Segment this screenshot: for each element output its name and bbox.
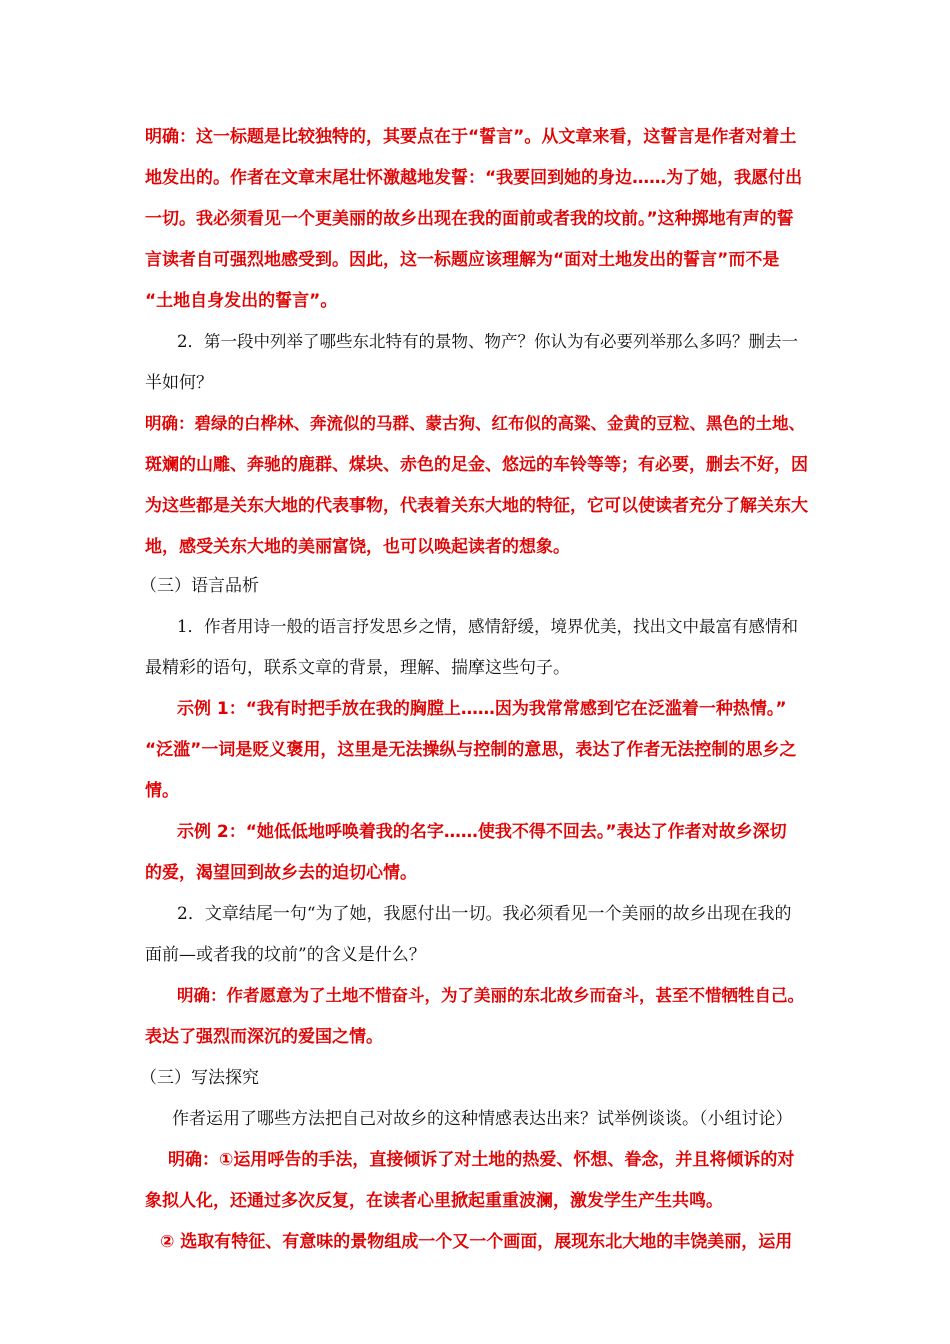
answer-line: ② 选取有特征、有意味的景物组成一个又一个画面，展现东北大地的丰饶美丽，运用 <box>160 1232 793 1252</box>
example-line: 示例 2：“她低低地呼唤着我的名字……使我不得不回去。”表达了作者对故乡深切 <box>177 822 787 842</box>
answer-line: 明确：作者愿意为了土地不惜奋斗，为了美丽的东北故乡而奋斗，甚至不惜牺牲自己。 <box>177 986 804 1005</box>
answer-line: 表达了强烈而深沉的爱国之情。 <box>145 1027 383 1047</box>
answer-line: 一切。我必须看见一个更美丽的故乡出现在我的面前或者我的坟前。”这种掷地有声的誓 <box>145 209 794 229</box>
section-heading: （三）写法探究 <box>140 1068 259 1088</box>
question-line: 2．第一段中列举了哪些东北特有的景物、物产？你认为有必要列举那么多吗？删去一 <box>177 332 798 351</box>
question-line: 1．作者用诗一般的语言抒发思乡之情，感情舒缓，境界优美，找出文中最富有感情和 <box>177 617 798 636</box>
question-line: 面前—或者我的坟前”的含义是什么？ <box>145 945 426 965</box>
answer-line: 言读者自可强烈地感受到。因此，这一标题应该理解为“面对土地发出的誓言”而不是 <box>145 250 780 270</box>
answer-line: 明确：这一标题是比较独特的，其要点在于“誓言”。从文章来看，这誓言是作者对着土 <box>145 127 797 147</box>
question-line: 半如何？ <box>145 373 213 393</box>
answer-line: 地发出的。作者在文章末尾壮怀激越地发誓：“我要回到她的身边……为了她，我愿付出 <box>145 168 803 188</box>
answer-line: 象拟人化，还通过多次反复，在读者心里掀起重重波澜，激发学生产生共鸣。 <box>145 1191 723 1211</box>
section-heading: （三）语言品析 <box>140 576 259 596</box>
answer-line: 明确：碧绿的白桦林、奔流似的马群、蒙古狗、红布似的高粱、金黄的豆粒、黑色的土地、 <box>145 414 805 433</box>
question-line: 作者运用了哪些方法把自己对故乡的这种情感表达出来？试举例谈谈。（小组讨论） <box>172 1109 793 1129</box>
answer-line: 为这些都是关东大地的代表事物，代表着关东大地的特征，它可以使读者充分了解关东大 <box>145 496 808 516</box>
example-line: 的爱，渴望回到故乡去的迫切心情。 <box>145 863 417 883</box>
example-line: 情。 <box>145 781 179 801</box>
answer-line: 斑斓的山雕、奔驰的鹿群、煤块、赤色的足金、悠远的车铃等等；有必要，删去不好，因 <box>145 455 808 475</box>
answer-line: “土地自身发出的誓言”。 <box>145 291 338 311</box>
example-line: “泛滥”一词是贬义褒用，这里是无法操纵与控制的意思，表达了作者无法控制的思乡之 <box>145 740 797 760</box>
answer-line: 地，感受关东大地的美丽富饶，也可以唤起读者的想象。 <box>145 537 570 557</box>
question-line: 2．文章结尾一句“为了她，我愿付出一切。我必须看见一个美丽的故乡出现在我的 <box>177 904 792 924</box>
example-line: 示例 1：“我有时把手放在我的胸膛上……因为我常常感到它在泛滥着一种热情。” <box>177 699 787 719</box>
question-line: 最精彩的语句，联系文章的背景，理解、揣摩这些句子。 <box>145 658 570 678</box>
answer-line: 明确：①运用呼告的手法，直接倾诉了对土地的热爱、怀想、眷念，并且将倾诉的对 <box>168 1150 795 1170</box>
